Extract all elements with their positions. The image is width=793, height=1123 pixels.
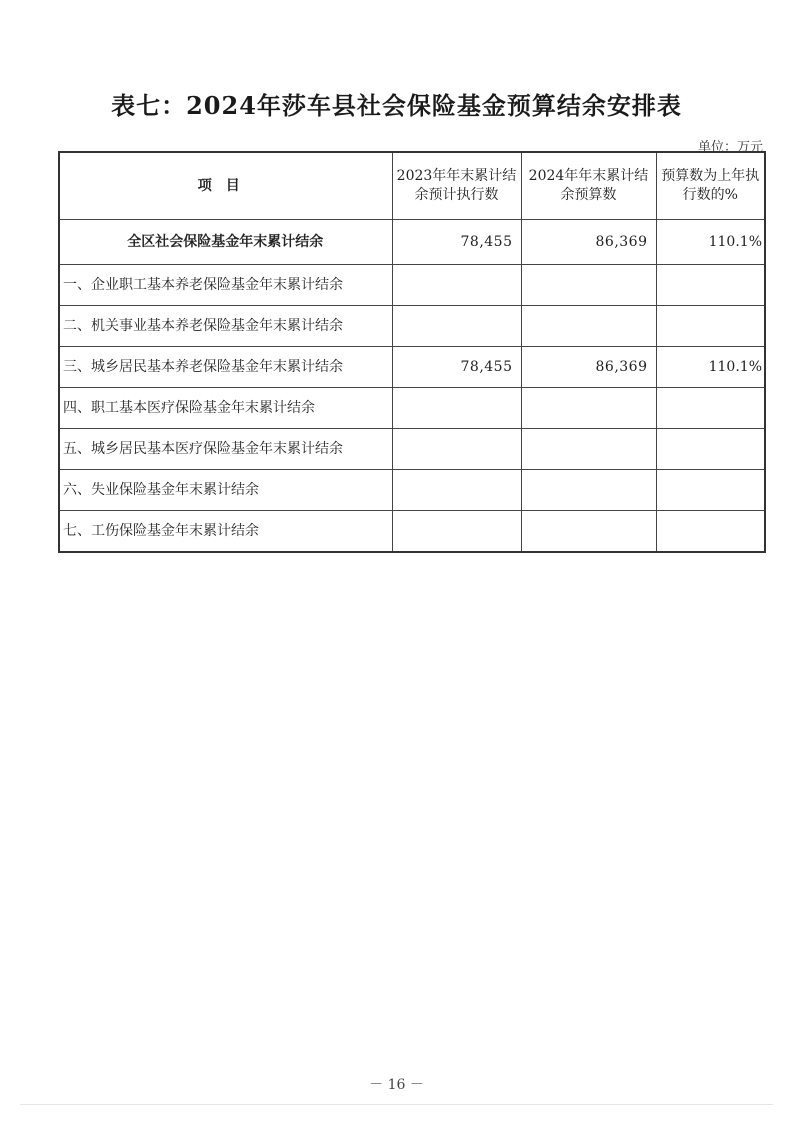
header-exec-2023: 2023年年末累计结余预计执行数 bbox=[392, 152, 521, 220]
row-pct: 110.1% bbox=[656, 220, 765, 265]
row-pct bbox=[656, 306, 765, 347]
budget-table bbox=[58, 151, 766, 553]
row-exec-2023 bbox=[392, 388, 521, 429]
row-pct bbox=[656, 470, 765, 511]
header-budget-2024: 2024年年末累计结余预算数 bbox=[521, 152, 656, 220]
row-exec-2023: 78,455 bbox=[392, 220, 521, 265]
row-exec-2023 bbox=[392, 511, 521, 553]
row-budget-2024: 86,369 bbox=[521, 220, 656, 265]
row-name: 三、城乡居民基本养老保险基金年末累计结余 bbox=[59, 347, 392, 388]
row-pct bbox=[656, 388, 765, 429]
row-pct bbox=[656, 429, 765, 470]
table-row bbox=[59, 347, 765, 388]
page-title: 表七：2024年莎车县社会保险基金预算结余安排表 bbox=[111, 91, 682, 120]
row-name: 五、城乡居民基本医疗保险基金年末累计结余 bbox=[59, 429, 392, 470]
row-exec-2023 bbox=[392, 429, 521, 470]
row-name: 一、企业职工基本养老保险基金年末累计结余 bbox=[59, 265, 392, 306]
table-row bbox=[59, 306, 765, 347]
row-exec-2023 bbox=[392, 470, 521, 511]
page-bottom-rule bbox=[20, 1104, 773, 1105]
page-number: － 16 － bbox=[369, 1077, 424, 1093]
row-pct bbox=[656, 265, 765, 306]
row-budget-2024 bbox=[521, 511, 656, 553]
row-budget-2024 bbox=[521, 306, 656, 347]
row-budget-2024: 86,369 bbox=[521, 347, 656, 388]
row-name: 四、职工基本医疗保险基金年末累计结余 bbox=[59, 388, 392, 429]
row-exec-2023: 78,455 bbox=[392, 347, 521, 388]
row-pct bbox=[656, 511, 765, 553]
row-name: 六、失业保险基金年末累计结余 bbox=[59, 470, 392, 511]
row-budget-2024 bbox=[521, 388, 656, 429]
row-budget-2024 bbox=[521, 470, 656, 511]
table-row bbox=[59, 429, 765, 470]
row-pct: 110.1% bbox=[656, 347, 765, 388]
table-row bbox=[59, 470, 765, 511]
row-name: 二、机关事业基本养老保险基金年末累计结余 bbox=[59, 306, 392, 347]
unit-label: 单位：万元 bbox=[697, 140, 763, 155]
row-budget-2024 bbox=[521, 429, 656, 470]
table-row bbox=[59, 388, 765, 429]
row-exec-2023 bbox=[392, 265, 521, 306]
row-name: 七、工伤保险基金年末累计结余 bbox=[59, 511, 392, 553]
header-pct: 预算数为上年执行数的% bbox=[656, 152, 765, 220]
table-row bbox=[59, 265, 765, 306]
row-budget-2024 bbox=[521, 265, 656, 306]
row-exec-2023 bbox=[392, 306, 521, 347]
table-header-row bbox=[59, 152, 765, 220]
table-row bbox=[59, 220, 765, 265]
table-row bbox=[59, 511, 765, 553]
row-name: 全区社会保险基金年末累计结余 bbox=[59, 220, 392, 265]
header-item: 项目 bbox=[59, 152, 392, 220]
